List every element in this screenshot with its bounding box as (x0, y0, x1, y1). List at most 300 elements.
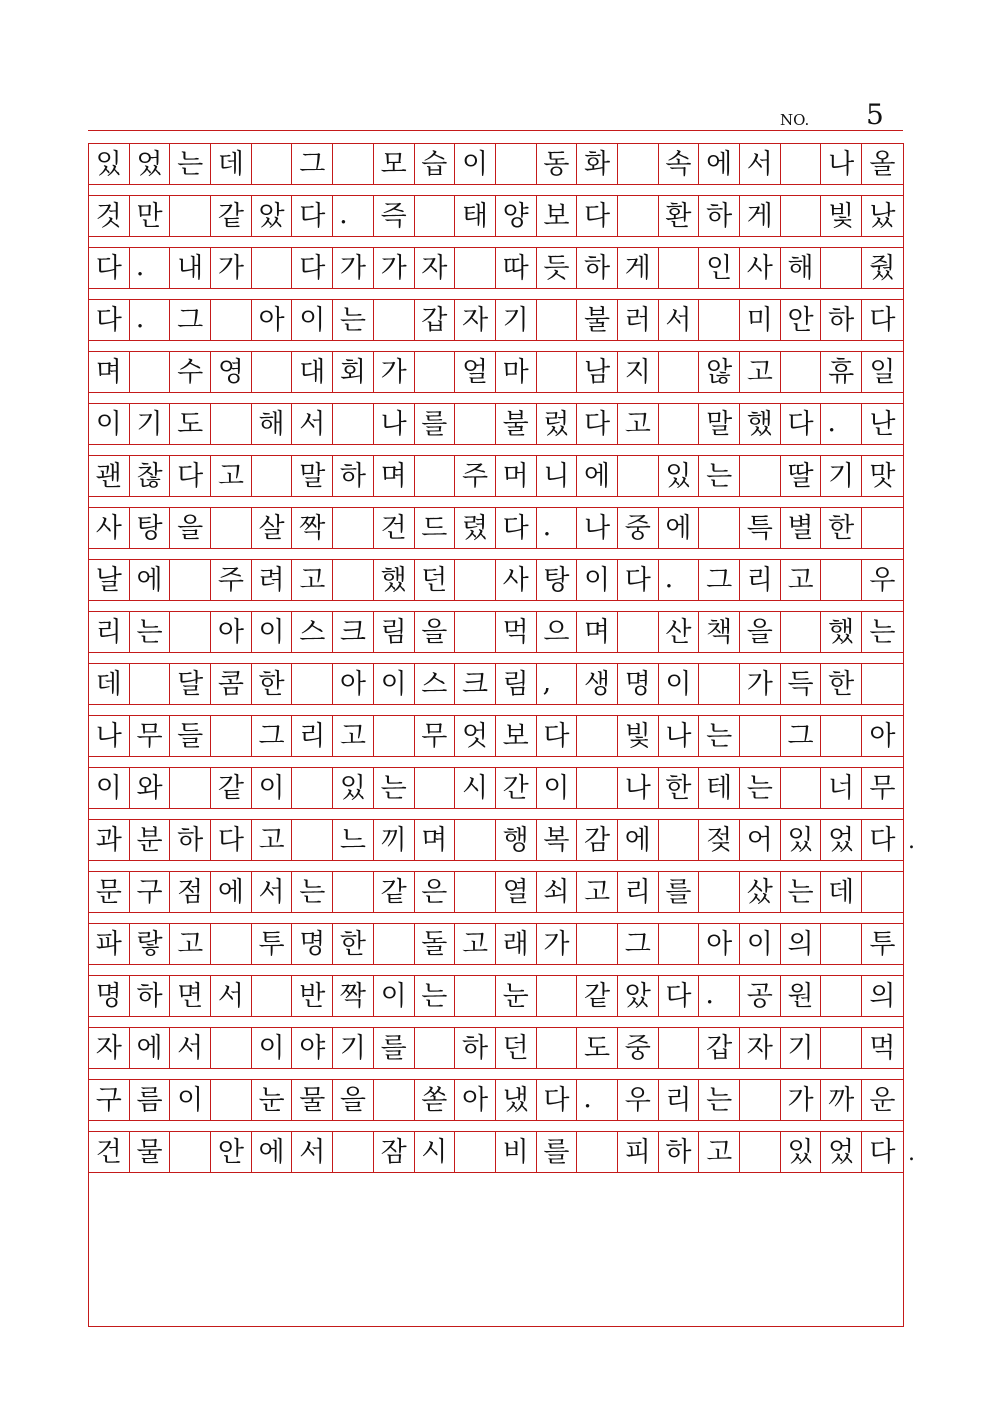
grid-cell: 데 (89, 664, 130, 704)
grid-cell: 려 (252, 560, 293, 600)
grid-cell (862, 664, 903, 704)
grid-cell: 한 (821, 508, 862, 548)
grid-cell: 영 (211, 352, 252, 392)
grid-cell: 를 (659, 872, 700, 912)
grid-cell (252, 144, 293, 184)
grid-cell (537, 1028, 578, 1068)
grid-cell: 투 (252, 924, 293, 964)
grid-cell: 시 (415, 1132, 456, 1172)
grid-cell: 끼 (374, 820, 415, 860)
grid-cell (374, 1080, 415, 1120)
grid-cell: 이 (455, 144, 496, 184)
grid-cell (618, 196, 659, 236)
grid-cell: 살 (252, 508, 293, 548)
grid-cell: 있 (781, 820, 822, 860)
grid-cell (537, 300, 578, 340)
grid-cell (455, 248, 496, 288)
grid-cell: 미 (740, 300, 781, 340)
grid-cell (659, 404, 700, 444)
grid-cell: 으 (537, 612, 578, 652)
grid-cell: 데 (821, 872, 862, 912)
grid-cell: 름 (130, 1080, 171, 1120)
grid-cell (170, 1132, 211, 1172)
grid-cell (699, 508, 740, 548)
grid-cell (577, 1132, 618, 1172)
grid-cell: 기 (333, 1028, 374, 1068)
grid-cell (252, 352, 293, 392)
grid-row (89, 871, 903, 913)
grid-cell: 아 (333, 664, 374, 704)
grid-cell: 다 (618, 560, 659, 600)
grid-cell: 사 (496, 560, 537, 600)
grid-cell: 말 (699, 404, 740, 444)
grid-cell: 를 (537, 1132, 578, 1172)
grid-cell: 다 (659, 976, 700, 1016)
grid-cell: 데 (211, 144, 252, 184)
overflow-punctuation: . (908, 1141, 915, 1166)
grid-cell: 이 (292, 300, 333, 340)
grid-cell: 가 (537, 924, 578, 964)
grid-cell: 해 (781, 248, 822, 288)
grid-cell: 가 (374, 352, 415, 392)
grid-cell: 가 (374, 248, 415, 288)
page-number-label: NO. (780, 111, 810, 129)
grid-cell: 있 (89, 144, 130, 184)
grid-cell: 아 (211, 612, 252, 652)
grid-cell: 눈 (496, 976, 537, 1016)
grid-cell (537, 976, 578, 1016)
grid-cell: 하 (455, 1028, 496, 1068)
grid-cell (699, 664, 740, 704)
grid-cell: 다 (869, 304, 896, 336)
grid-cell: 아 (869, 720, 896, 752)
grid-cell (740, 456, 781, 496)
grid-cell: 달 (170, 664, 211, 704)
grid-cell: 기 (496, 300, 537, 340)
grid-cell: 그 (170, 300, 211, 340)
grid-cell: 듯 (537, 248, 578, 288)
grid-row (89, 299, 903, 341)
grid-cell: 고 (333, 716, 374, 756)
grid-cell: 비 (496, 1132, 537, 1172)
grid-row (89, 455, 903, 497)
grid-cell: 무 (415, 716, 456, 756)
grid-cell (455, 612, 496, 652)
grid-cell: 기 (821, 456, 862, 496)
grid-cell (252, 976, 293, 1016)
grid-cell: 돌 (415, 924, 456, 964)
grid-cell: 냈 (496, 1080, 537, 1120)
grid-cell: 머 (496, 456, 537, 496)
grid-cell (740, 1080, 781, 1120)
grid-cell (211, 1080, 252, 1120)
grid-cell: 그 (252, 716, 293, 756)
grid-cell (781, 768, 822, 808)
grid-cell: 었 (130, 144, 171, 184)
grid-cell: 얼 (455, 352, 496, 392)
grid-cell: 고 (577, 872, 618, 912)
grid-cell: 명 (292, 924, 333, 964)
grid-cell (170, 196, 211, 236)
grid-cell: 있 (781, 1132, 822, 1172)
grid-cell (496, 144, 537, 184)
grid-cell: 감 (577, 820, 618, 860)
grid-cell: 보 (537, 196, 578, 236)
grid-cell (252, 248, 293, 288)
grid-cell: 있 (333, 768, 374, 808)
grid-cell: 젖 (699, 820, 740, 860)
grid-cell: 득 (781, 664, 822, 704)
grid-cell (781, 612, 822, 652)
grid-cell: 명 (89, 976, 130, 1016)
grid-cell: 었 (821, 820, 862, 860)
grid-cell: 이 (89, 768, 130, 808)
grid-cell: 었 (821, 1132, 862, 1172)
grid-cell: 의 (781, 924, 822, 964)
grid-cell: 하 (821, 300, 862, 340)
grid-cell (821, 924, 862, 964)
grid-cell: 탕 (537, 560, 578, 600)
header-rule (88, 130, 903, 131)
grid-cell: 휴 (821, 352, 862, 392)
grid-cell: 느 (333, 820, 374, 860)
grid-cell: 는 (781, 872, 822, 912)
grid-cell: 과 (89, 820, 130, 860)
grid-cell: 태 (455, 196, 496, 236)
grid-cell (577, 716, 618, 756)
grid-cell: 까 (821, 1080, 862, 1120)
grid-cell: 산 (659, 612, 700, 652)
grid-cell: 는 (374, 768, 415, 808)
grid-cell: 습 (415, 144, 456, 184)
grid-cell: 에 (211, 872, 252, 912)
grid-cell (415, 352, 456, 392)
grid-row (89, 195, 903, 237)
grid-cell: 다 (89, 248, 130, 288)
grid-cell: 자 (89, 1028, 130, 1068)
grid-cell: 래 (496, 924, 537, 964)
grid-cell (659, 924, 700, 964)
grid-cell: 다 (869, 1136, 896, 1168)
grid-cell: . (821, 404, 862, 444)
grid-cell (252, 456, 293, 496)
grid-cell: 사 (740, 248, 781, 288)
grid-cell: 수 (170, 352, 211, 392)
grid-row (89, 819, 903, 861)
grid-cell: . (699, 976, 740, 1016)
grid-cell (333, 560, 374, 600)
grid-cell: 주 (455, 456, 496, 496)
grid-cell: 에 (130, 1028, 171, 1068)
grid-cell: 이 (170, 1080, 211, 1120)
grid-cell: 자 (455, 300, 496, 340)
grid-cell: 맛 (869, 460, 896, 492)
grid-cell: 하 (699, 196, 740, 236)
grid-cell (659, 1028, 700, 1068)
grid-cell: 고 (211, 456, 252, 496)
grid-cell (455, 1132, 496, 1172)
grid-cell: 는 (292, 872, 333, 912)
grid-cell: 이 (577, 560, 618, 600)
grid-cell: 하 (333, 456, 374, 496)
grid-cell: , (537, 664, 578, 704)
grid-cell: 다 (292, 196, 333, 236)
grid-cell: 는 (415, 976, 456, 1016)
grid-cell (455, 560, 496, 600)
grid-cell: 서 (740, 144, 781, 184)
grid-cell: 나 (89, 716, 130, 756)
grid-cell: 간 (496, 768, 537, 808)
grid-cell: 콤 (211, 664, 252, 704)
grid-cell: 중 (618, 1028, 659, 1068)
grid-cell (211, 924, 252, 964)
grid-cell (374, 924, 415, 964)
grid-cell: 크 (455, 664, 496, 704)
grid-cell: 환 (659, 196, 700, 236)
grid-cell: 이 (537, 768, 578, 808)
grid-cell: 나 (577, 508, 618, 548)
grid-cell: 모 (374, 144, 415, 184)
grid-cell: 그 (781, 716, 822, 756)
grid-cell: 자 (740, 1028, 781, 1068)
grid-cell: 피 (618, 1132, 659, 1172)
grid-cell: 인 (699, 248, 740, 288)
grid-cell: 안 (781, 300, 822, 340)
grid-row (89, 1131, 903, 1173)
grid-cell: 파 (89, 924, 130, 964)
grid-cell: 원 (781, 976, 822, 1016)
grid-cell (170, 560, 211, 600)
grid-cell: 화 (577, 144, 618, 184)
grid-cell: 물 (292, 1080, 333, 1120)
grid-cell: 분 (130, 820, 171, 860)
grid-cell: . (659, 560, 700, 600)
grid-cell: . (130, 300, 171, 340)
grid-cell (618, 612, 659, 652)
grid-cell (781, 196, 822, 236)
grid-cell: 리 (89, 612, 130, 652)
grid-cell: . (537, 508, 578, 548)
grid-cell: 자 (415, 248, 456, 288)
grid-cell: 올 (869, 148, 896, 180)
grid-cell: 불 (496, 404, 537, 444)
grid-cell: 하 (577, 248, 618, 288)
grid-cell: 기 (781, 1028, 822, 1068)
grid-cell (577, 924, 618, 964)
grid-cell (374, 716, 415, 756)
grid-cell: 서 (659, 300, 700, 340)
grid-cell (415, 1028, 456, 1068)
grid-cell: 한 (821, 664, 862, 704)
grid-cell: 하 (659, 1132, 700, 1172)
grid-cell (333, 144, 374, 184)
grid-cell: 아 (455, 1080, 496, 1120)
grid-cell: 야 (292, 1028, 333, 1068)
grid-cell: 서 (170, 1028, 211, 1068)
grid-cell: 을 (740, 612, 781, 652)
grid-cell: 했 (740, 404, 781, 444)
grid-cell (821, 716, 862, 756)
grid-cell: 에 (618, 820, 659, 860)
grid-cell: 같 (211, 196, 252, 236)
grid-cell (333, 508, 374, 548)
grid-cell: 에 (699, 144, 740, 184)
grid-cell: 샀 (740, 872, 781, 912)
grid-cell: 먹 (869, 1032, 896, 1064)
grid-cell (333, 404, 374, 444)
grid-cell: 안 (211, 1132, 252, 1172)
grid-cell: 말 (292, 456, 333, 496)
grid-cell (659, 248, 700, 288)
grid-cell (415, 768, 456, 808)
grid-cell: 며 (415, 820, 456, 860)
grid-cell: 했 (374, 560, 415, 600)
grid-cell: 반 (292, 976, 333, 1016)
grid-cell: 행 (496, 820, 537, 860)
grid-cell: 같 (374, 872, 415, 912)
grid-cell: 갑 (415, 300, 456, 340)
grid-cell: 빛 (618, 716, 659, 756)
grid-cell (659, 820, 700, 860)
grid-cell: 고 (618, 404, 659, 444)
grid-cell: 이 (374, 976, 415, 1016)
grid-cell: 다 (537, 716, 578, 756)
grid-cell: 며 (89, 352, 130, 392)
grid-cell: 짝 (292, 508, 333, 548)
grid-cell: 아 (699, 924, 740, 964)
grid-cell: 즉 (374, 196, 415, 236)
grid-cell (455, 820, 496, 860)
grid-cell: 탕 (130, 508, 171, 548)
grid-cell: 이 (252, 1028, 293, 1068)
grid-cell (659, 352, 700, 392)
grid-cell: 명 (618, 664, 659, 704)
grid-cell: 은 (415, 872, 456, 912)
grid-row (89, 663, 903, 705)
grid-cell: 열 (496, 872, 537, 912)
grid-cell: 우 (869, 564, 896, 596)
grid-cell: 게 (740, 196, 781, 236)
grid-cell: 보 (496, 716, 537, 756)
grid-cell (374, 300, 415, 340)
grid-cell: 만 (130, 196, 171, 236)
grid-cell: 을 (170, 508, 211, 548)
grid-cell: 았 (618, 976, 659, 1016)
grid-cell: 이 (374, 664, 415, 704)
grid-cell: 을 (415, 612, 456, 652)
grid-cell: 별 (781, 508, 822, 548)
grid-cell: 점 (170, 872, 211, 912)
grid-cell: 그 (699, 560, 740, 600)
grid-row (89, 403, 903, 445)
grid-cell (455, 976, 496, 1016)
grid-cell: 것 (89, 196, 130, 236)
grid-row (89, 559, 903, 601)
grid-cell: . (577, 1080, 618, 1120)
grid-row (89, 1027, 903, 1069)
grid-cell (781, 144, 822, 184)
grid-cell: 남 (577, 352, 618, 392)
grid-cell: 는 (333, 300, 374, 340)
grid-cell: 들 (170, 716, 211, 756)
grid-cell: 아 (252, 300, 293, 340)
grid-cell (821, 1028, 862, 1068)
grid-cell (415, 456, 456, 496)
grid-cell: 랗 (130, 924, 171, 964)
grid-cell: 고 (292, 560, 333, 600)
grid-cell: 괜 (89, 456, 130, 496)
grid-cell: 너 (821, 768, 862, 808)
grid-cell: 던 (415, 560, 456, 600)
grid-row (89, 351, 903, 393)
grid-cell: 났 (869, 200, 896, 232)
grid-cell: 리 (659, 1080, 700, 1120)
page-number: 5 (866, 98, 884, 131)
grid-cell: 이 (89, 404, 130, 444)
grid-cell: 가 (333, 248, 374, 288)
grid-cell: 먹 (496, 612, 537, 652)
grid-cell: 의 (869, 980, 896, 1012)
grid-cell: 고 (740, 352, 781, 392)
grid-cell: 리 (292, 716, 333, 756)
grid-cell: 다 (537, 1080, 578, 1120)
grid-cell (699, 872, 740, 912)
grid-cell: 빛 (821, 196, 862, 236)
grid-cell: 난 (869, 408, 896, 440)
grid-cell: 렸 (455, 508, 496, 548)
grid-cell: 다 (496, 508, 537, 548)
grid-cell (862, 508, 903, 548)
grid-cell: 는 (170, 144, 211, 184)
grid-cell: . (130, 248, 171, 288)
grid-cell: 면 (170, 976, 211, 1016)
grid-cell: 리 (618, 872, 659, 912)
grid-cell (170, 768, 211, 808)
grid-cell: 잠 (374, 1132, 415, 1172)
grid-cell: 했 (821, 612, 862, 652)
grid-cell: 구 (89, 1080, 130, 1120)
grid-cell: 이 (659, 664, 700, 704)
grid-cell: 양 (496, 196, 537, 236)
grid-cell (211, 716, 252, 756)
grid-cell: 어 (740, 820, 781, 860)
grid-cell: 그 (618, 924, 659, 964)
grid-cell: 한 (333, 924, 374, 964)
grid-cell (333, 1132, 374, 1172)
grid-cell: 지 (618, 352, 659, 392)
grid-cell (130, 352, 171, 392)
grid-cell: 엇 (455, 716, 496, 756)
grid-cell: 있 (659, 456, 700, 496)
grid-cell: 투 (869, 928, 896, 960)
grid-cell: 딸 (781, 456, 822, 496)
grid-cell (537, 352, 578, 392)
grid-cell: 하 (130, 976, 171, 1016)
grid-cell: 나 (821, 144, 862, 184)
grid-cell (211, 404, 252, 444)
grid-cell (821, 560, 862, 600)
grid-cell (455, 872, 496, 912)
grid-row (89, 715, 903, 757)
grid-cell: 불 (577, 300, 618, 340)
grid-cell (292, 820, 333, 860)
grid-cell: 도 (577, 1028, 618, 1068)
grid-cell: 무 (130, 716, 171, 756)
grid-cell (862, 872, 903, 912)
grid-cell: 구 (130, 872, 171, 912)
grid-cell: 에 (130, 560, 171, 600)
grid-cell: 한 (252, 664, 293, 704)
